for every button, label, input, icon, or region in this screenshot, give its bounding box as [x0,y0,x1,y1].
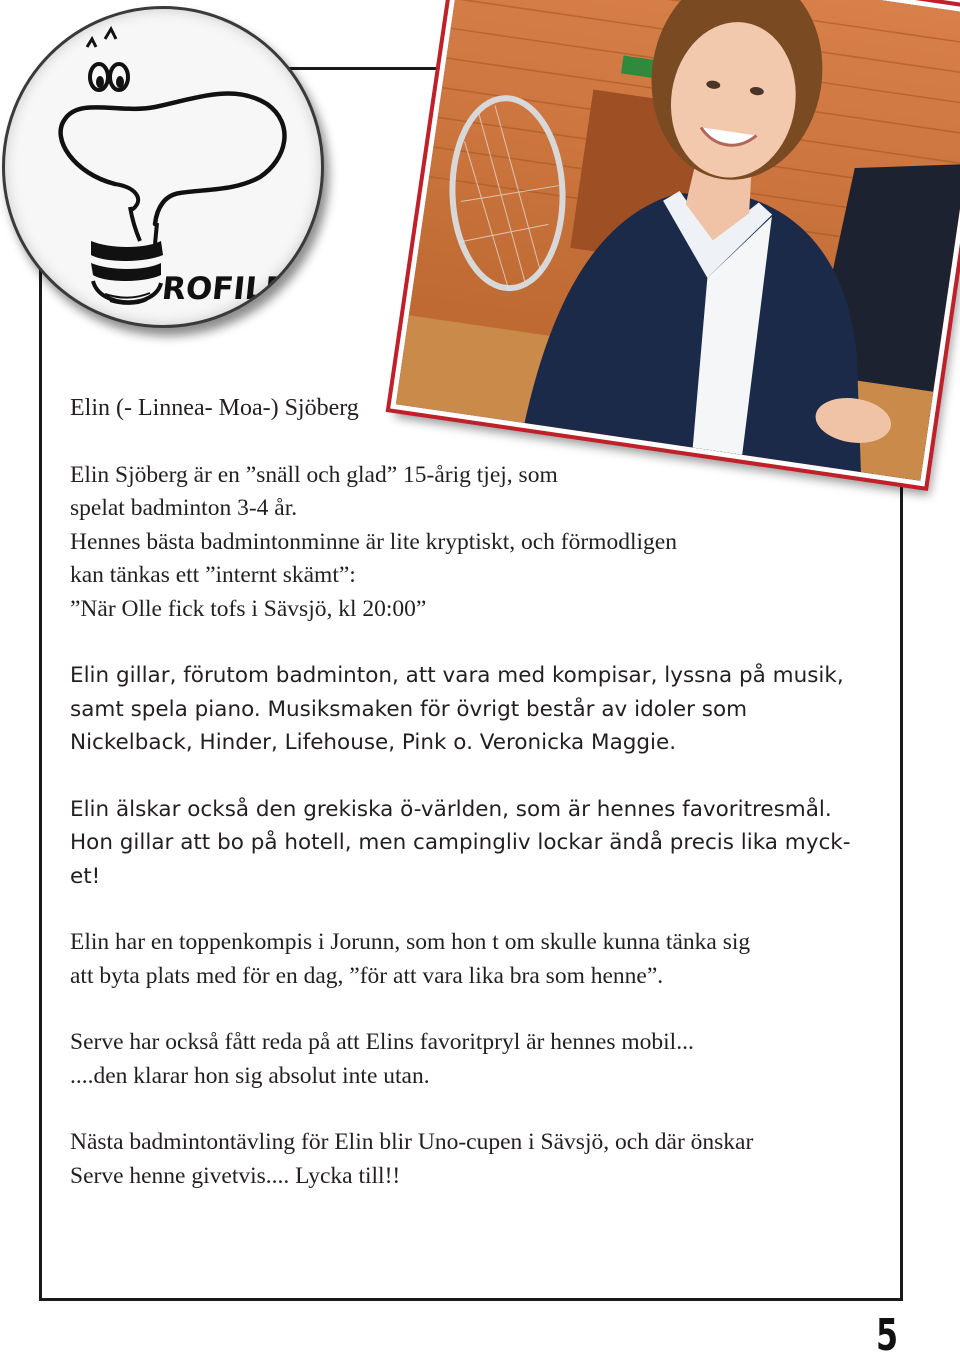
friend-line: Elin har en toppenkompis i Jorunn, som hon t om skulle kunna tänka sig [70,929,751,955]
logo-text: ROFILEN [160,271,314,307]
intro-line: spelat badminton 3-4 år. [70,495,298,521]
intro-line: Elin Sjöberg är en ”snäll och glad” 15-årig tjej, som [70,461,558,488]
hobbies-line: samt spela piano. Musiksmaken för övrigt består av idoler som [70,696,748,722]
travel-line: Hon gillar att bo på hotell, men campingliv lockar ändå precis lika myck- [70,830,851,855]
intro-line: Hennes bästa badmintonminne är lite kryptiskt, och förmodligen [70,528,677,555]
next-competition-line: Nästa badmintontävling för Elin blir Uno-cupen i Sävsjö, och där önskar [70,1129,754,1155]
next-competition-line: Serve henne givetvis.... Lycka till!! [70,1162,401,1189]
article-body [70,392,890,1193]
mobile-line: ....den klarar hon sig absolut inte utan. [70,1062,430,1089]
hobbies-line: Elin gillar, förutom badminton, att vara med kompisar, lyssna på musik, [70,663,844,688]
mobile-line: Serve har också fått reda på att Elins favoritpryl är hennes mobil... [70,1029,694,1055]
intro-line: kan tänkas ett ”internt skämt”: [70,562,356,588]
friend-line: att byta plats med för en dag, ”för att vara lika bra som henne”. [70,962,664,989]
page-number: 5 [876,1310,899,1361]
article-heading: Elin (- Linnea- Moa-) Sjöberg [70,395,359,421]
hobbies-line: Nickelback, Hinder, Lifehouse, Pink o. Veronicka Maggie. [70,730,677,755]
travel-line: et! [70,863,101,889]
travel-line: Elin älskar också den grekiska ö-världen, som är hennes favoritresmål. [70,796,832,822]
profilen-logo [2,6,324,328]
intro-line: ”När Olle fick tofs i Sävsjö, kl 20:00” [70,595,427,622]
